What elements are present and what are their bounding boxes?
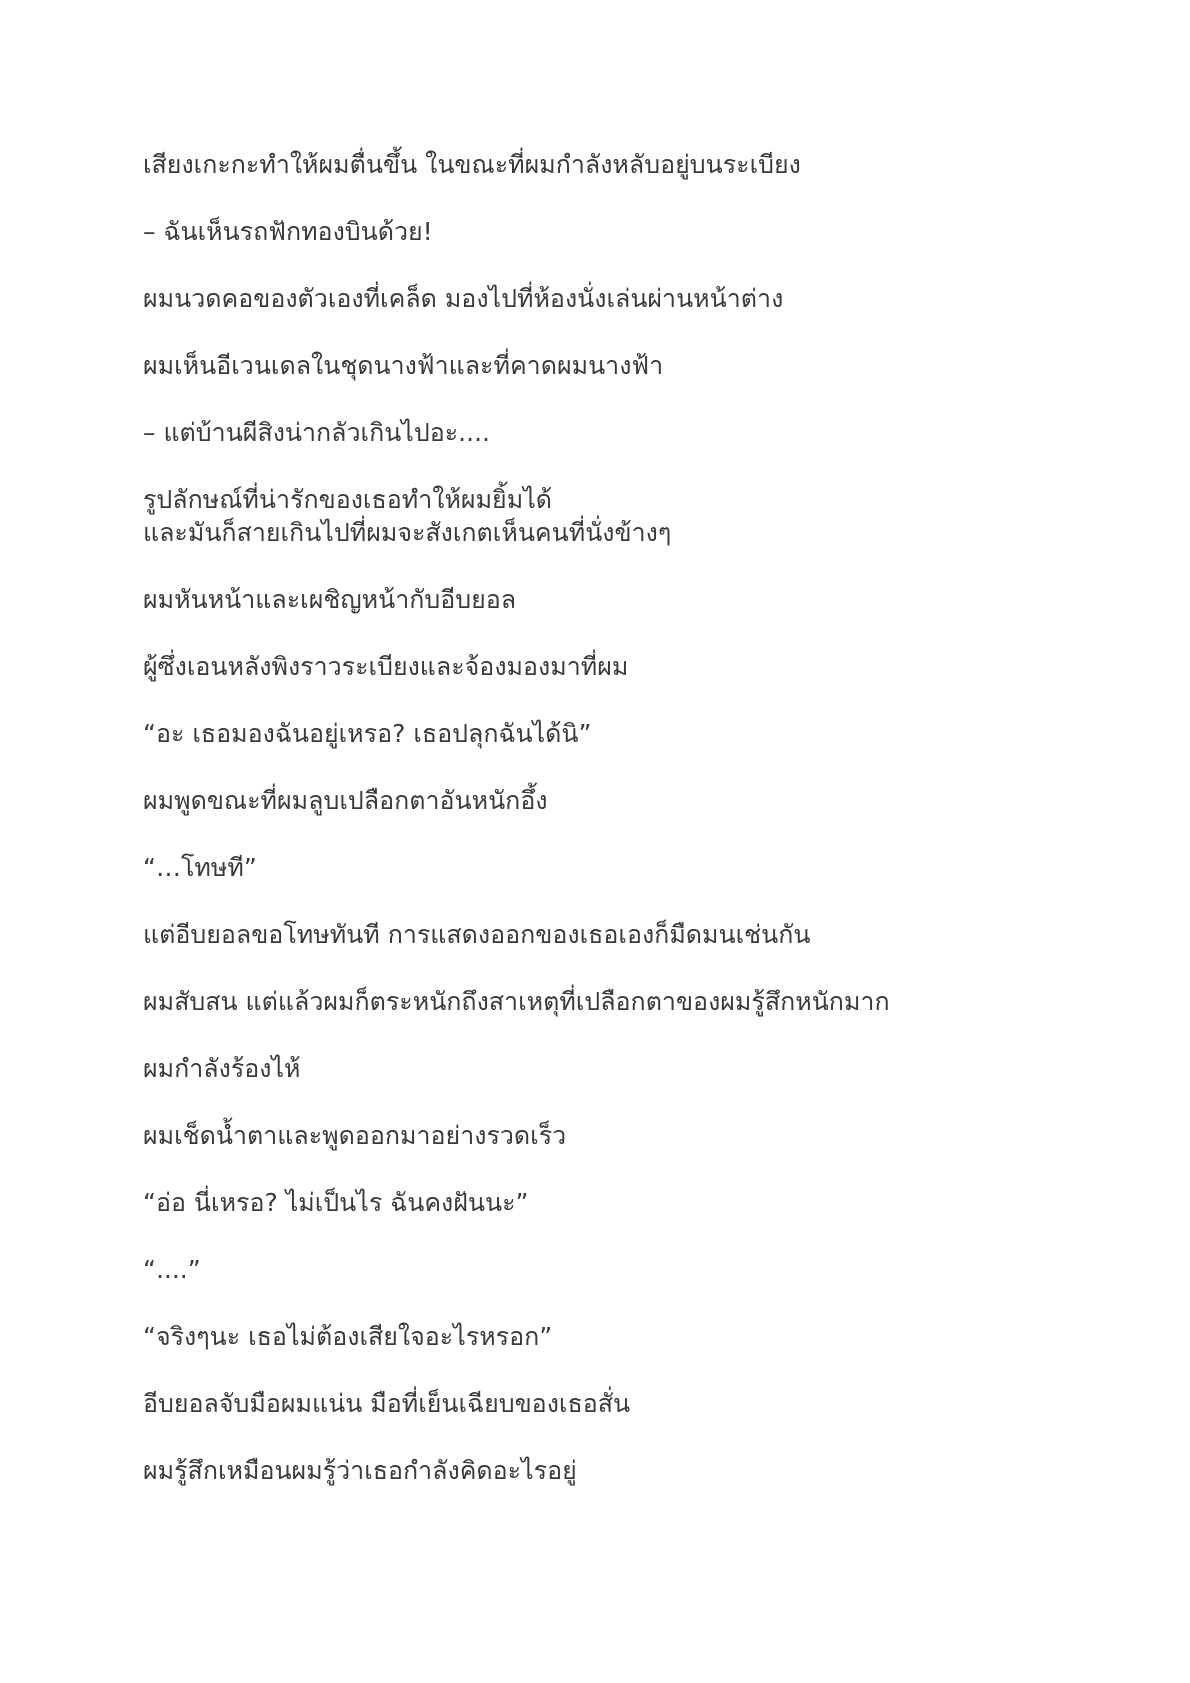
- paragraph-line: แต่อีบยอลขอโทษทันที การแสดงออกของเธอเองก็มืดมนเช่นกัน: [143, 920, 811, 949]
- paragraph-line: “....”: [143, 1255, 201, 1284]
- paragraph-line: ผมเช็ดน้ำตาและพูดออกมาอย่างรวดเร็ว: [143, 1121, 567, 1150]
- paragraph-line: ผมสับสน แต่แล้วผมก็ตระหนักถึงสาเหตุที่เปลือกตาของผมรู้สึกหนักมาก: [143, 987, 890, 1016]
- paragraph-line: ผมพูดขณะที่ผมลูบเปลือกตาอันหนักอึ้ง: [143, 786, 548, 815]
- paragraph-line: อีบยอลจับมือผมแน่น มือที่เย็นเฉียบของเธอสั่น: [143, 1389, 631, 1418]
- paragraph-line: “อ่อ นี่เหรอ? ไม่เป็นไร ฉันคงฝันนะ”: [143, 1188, 529, 1217]
- paragraph-line: ผมหันหน้าและเผชิญหน้ากับอีบยอล: [143, 585, 517, 614]
- paragraph: [143, 784, 1103, 817]
- paragraph-line: ผู้ซึ่งเอนหลังพิงราวระเบียงและจ้องมองมาที่ผม: [143, 652, 629, 681]
- paragraph-line: – แต่บ้านผีสิงน่ากลัวเกินไปอะ....: [143, 418, 490, 447]
- paragraph: [143, 985, 1103, 1018]
- paragraph: [143, 483, 1103, 549]
- paragraph: [143, 583, 1103, 616]
- paragraph-line: และมันก็สายเกินไปที่ผมจะสังเกตเห็นคนที่นั่งข้างๆ: [143, 518, 672, 547]
- paragraph: [143, 1253, 1103, 1286]
- paragraph: [143, 1052, 1103, 1085]
- document-body: [143, 148, 1103, 1521]
- paragraph-line: ผมรู้สึกเหมือนผมรู้ว่าเธอกำลังคิดอะไรอยู่: [143, 1456, 577, 1485]
- paragraph: [143, 1387, 1103, 1420]
- paragraph-line: “จริงๆนะ เธอไม่ต้องเสียใจอะไรหรอก”: [143, 1322, 553, 1351]
- paragraph-line: เสียงเกะกะทำให้ผมตื่นขึ้น ในขณะที่ผมกำลังหลับอยู่บนระเบียง: [143, 150, 801, 179]
- paragraph: [143, 215, 1103, 248]
- paragraph-line: “อะ เธอมองฉันอยู่เหรอ? เธอปลุกฉันได้นิ”: [143, 719, 592, 748]
- paragraph: [143, 148, 1103, 181]
- paragraph-line: ผมกำลังร้องไห้: [143, 1054, 301, 1083]
- paragraph: [143, 851, 1103, 884]
- paragraph: [143, 1119, 1103, 1152]
- paragraph: [143, 416, 1103, 449]
- paragraph: [143, 282, 1103, 315]
- paragraph: [143, 1320, 1103, 1353]
- paragraph: [143, 717, 1103, 750]
- paragraph-line: – ฉันเห็นรถฟักทองบินด้วย!: [143, 217, 433, 246]
- paragraph-line: ผมนวดคอของตัวเองที่เคล็ด มองไปที่ห้องนั่งเล่นผ่านหน้าต่าง: [143, 284, 784, 313]
- paragraph-line: รูปลักษณ์ที่น่ารักของเธอทำให้ผมยิ้มได้: [143, 485, 552, 514]
- paragraph: [143, 1454, 1103, 1487]
- paragraph: [143, 1186, 1103, 1219]
- paragraph: [143, 918, 1103, 951]
- paragraph: [143, 349, 1103, 382]
- paragraph-line: ผมเห็นอีเวนเดลในชุดนางฟ้าและที่คาดผมนางฟ้า: [143, 351, 664, 380]
- paragraph: [143, 650, 1103, 683]
- paragraph-line: “…โทษที”: [143, 853, 257, 882]
